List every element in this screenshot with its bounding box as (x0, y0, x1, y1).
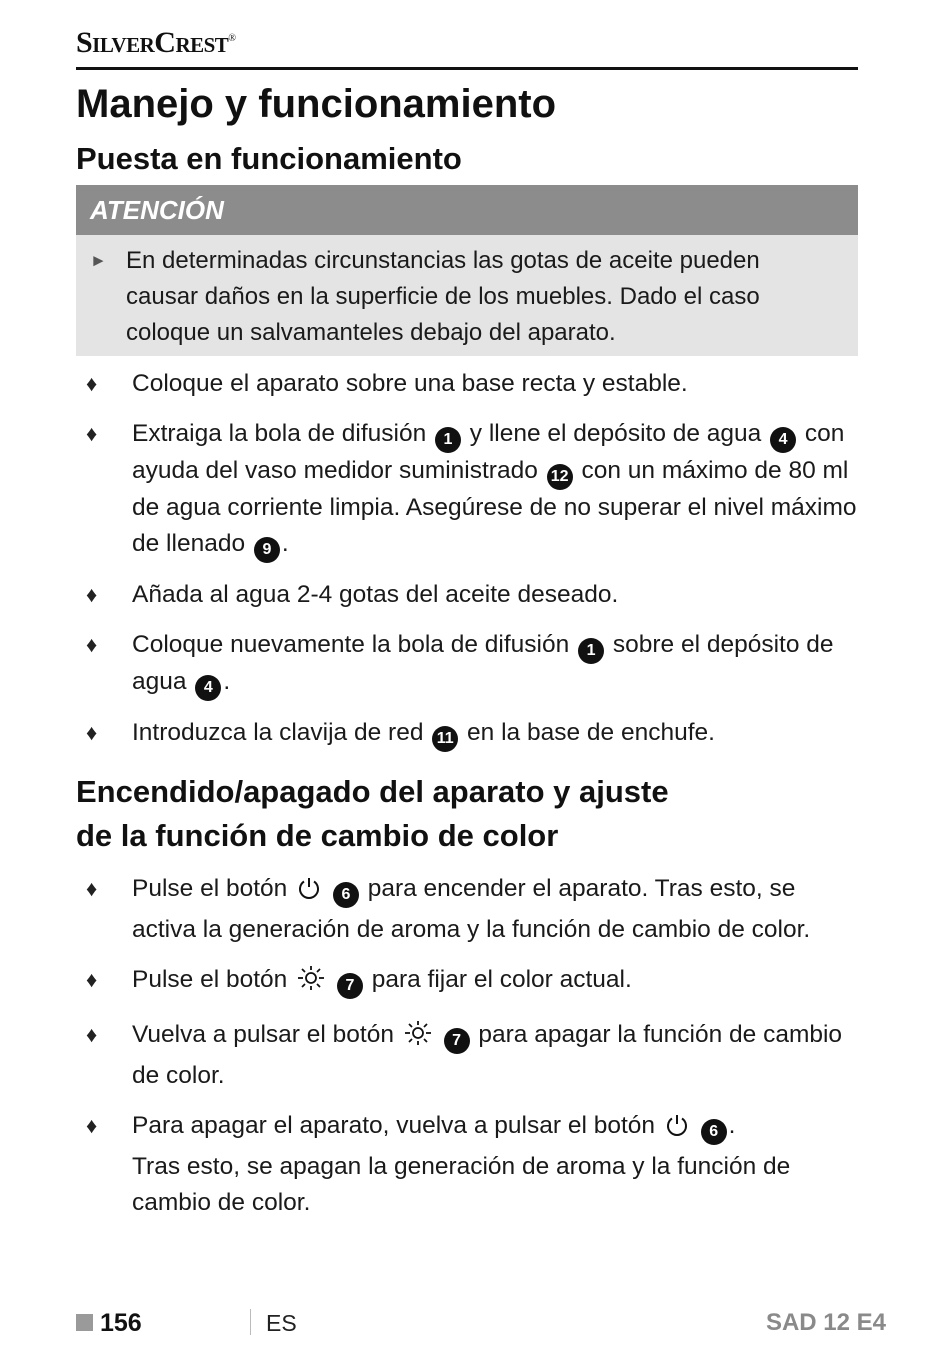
page-title: Manejo y funcionamiento (76, 82, 557, 126)
brand-name: SilverCrest (76, 26, 229, 59)
page-number: 156 (100, 1309, 142, 1337)
registered-mark: ® (228, 33, 236, 44)
part-number-badge: 1 (578, 638, 604, 664)
diamond-bullet-icon: ♦ (86, 582, 98, 607)
setup-steps-list (76, 366, 866, 766)
sun-icon (403, 1019, 433, 1058)
list-item: ♦ Añada al agua 2-4 gotas del aceite deseado. (76, 577, 866, 613)
sun-icon (296, 964, 326, 1003)
diamond-bullet-icon: ♦ (86, 1113, 98, 1138)
part-number-badge: 11 (432, 726, 458, 752)
list-item: ♦ Coloque el aparato sobre una base recta y estable. (76, 366, 866, 402)
model-number: SAD 12 E4 (765, 1309, 886, 1336)
part-number-badge: 1 (435, 427, 461, 453)
section-heading-power: Encendido/apagado del aparato y ajuste de la función de cambio de color (76, 774, 669, 853)
warning-label: ATENCIÓN (76, 185, 858, 235)
diamond-bullet-icon: ♦ (86, 876, 98, 901)
brand-logo (76, 26, 235, 60)
list-item: ♦ Coloque nuevamente la bola de difusión 1 sobre el depósito de agua 4 . (76, 627, 866, 701)
footer-divider (250, 1309, 251, 1335)
list-item: ♦ Para apagar el aparato, vuelva a pulsar el botón 6 . Tras esto, se apagan la generación de aroma y la función de cambio de color. (76, 1108, 866, 1221)
diamond-bullet-icon: ♦ (86, 371, 98, 396)
list-item: ♦ Pulse el botón 6 para encender el aparato. Tras esto, se activa la generación de aroma y la función de cambio de color. (76, 871, 866, 948)
diamond-bullet-icon: ♦ (86, 632, 98, 657)
part-number-badge: 12 (547, 464, 573, 490)
warning-box (76, 185, 858, 356)
power-steps-list (76, 871, 866, 1235)
warning-body (76, 235, 858, 356)
diamond-bullet-icon: ♦ (86, 967, 98, 992)
list-item: ♦ Pulse el botón 7 para fijar el color actual. (76, 962, 866, 1003)
language-code: ES (266, 1310, 297, 1336)
part-number-badge: 9 (254, 537, 280, 563)
part-number-badge: 7 (337, 973, 363, 999)
list-item: ♦ Vuelva a pulsar el botón 7 para apagar la función de cambio de color. (76, 1017, 866, 1094)
part-number-badge: 6 (333, 882, 359, 908)
page-footer (76, 1306, 886, 1340)
power-icon (296, 875, 322, 912)
warning-text: En determinadas circunstancias las gotas de aceite pueden causar daños en la superficie de los muebles. Dado el caso coloque un salvamanteles debajo del aparato. (126, 247, 760, 346)
arrow-bullet-icon: ► (90, 251, 107, 270)
list-item: ♦ Introduzca la clavija de red 11 en la base de enchufe. (76, 715, 866, 752)
list-item: ♦ Extraiga la bola de difusión 1 y llene el depósito de agua 4 con ayuda del vaso medidor suministrado 12 con un máximo de 80 ml de agua corriente limpia. Asegúrese de no superar el nivel máximo de llenado 9 . (76, 416, 866, 563)
header-rule (76, 67, 858, 70)
part-number-badge: 7 (444, 1028, 470, 1054)
diamond-bullet-icon: ♦ (86, 1022, 98, 1047)
section-heading-setup: Puesta en funcionamiento (76, 141, 462, 176)
part-number-badge: 6 (701, 1119, 727, 1145)
diamond-bullet-icon: ♦ (86, 720, 98, 745)
footer-square-icon (76, 1314, 93, 1331)
diamond-bullet-icon: ♦ (86, 421, 98, 446)
part-number-badge: 4 (195, 675, 221, 701)
power-icon (664, 1112, 690, 1149)
part-number-badge: 4 (770, 427, 796, 453)
